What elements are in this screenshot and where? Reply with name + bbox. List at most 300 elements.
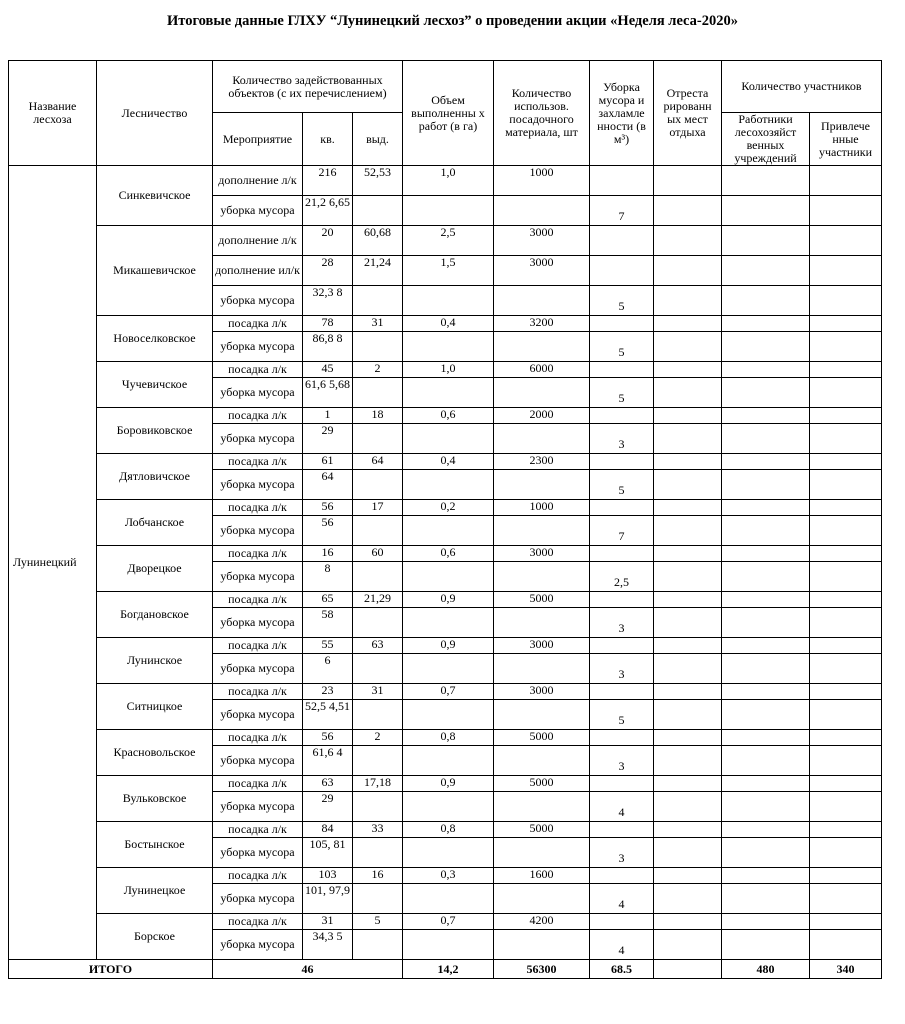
event-cell: уборка мусора — [213, 608, 303, 638]
event-cell: уборка мусора — [213, 930, 303, 960]
event-cell: посадка л/к — [213, 822, 303, 838]
workers-cell — [722, 684, 810, 700]
invited-cell — [810, 730, 882, 746]
table-row — [9, 546, 882, 562]
trash-cell: 5 — [590, 286, 654, 316]
invited-cell — [810, 838, 882, 868]
ha-cell — [403, 654, 494, 684]
rest-cell — [654, 838, 722, 868]
invited-cell — [810, 516, 882, 546]
forestry-name-cell: Микашевичское — [97, 226, 213, 316]
invited-cell — [810, 424, 882, 454]
vyd-cell: 16 — [353, 868, 403, 884]
table-row — [9, 868, 882, 884]
table-row — [9, 166, 882, 196]
kv-cell: 105, 81 — [303, 838, 353, 868]
event-cell: посадка л/к — [213, 408, 303, 424]
material-cell — [494, 930, 590, 960]
trash-cell: 3 — [590, 424, 654, 454]
material-cell — [494, 654, 590, 684]
trash-cell — [590, 166, 654, 196]
rest-cell — [654, 608, 722, 638]
kv-cell: 21,2 6,65 — [303, 196, 353, 226]
ha-cell — [403, 470, 494, 500]
ha-cell — [403, 378, 494, 408]
trash-cell — [590, 454, 654, 470]
vyd-cell: 31 — [353, 684, 403, 700]
rest-cell — [654, 746, 722, 776]
event-cell: уборка мусора — [213, 700, 303, 730]
rest-cell — [654, 408, 722, 424]
workers-cell — [722, 226, 810, 256]
header-invited: Привлече нные участники — [810, 113, 882, 166]
kv-cell: 29 — [303, 792, 353, 822]
workers-cell — [722, 470, 810, 500]
kv-cell: 86,8 8 — [303, 332, 353, 362]
invited-cell — [810, 914, 882, 930]
table-row — [9, 638, 882, 654]
material-cell: 6000 — [494, 362, 590, 378]
kv-cell: 78 — [303, 316, 353, 332]
ha-cell: 1,0 — [403, 166, 494, 196]
trash-cell: 7 — [590, 196, 654, 226]
invited-cell — [810, 638, 882, 654]
invited-cell — [810, 792, 882, 822]
vyd-cell: 21,24 — [353, 256, 403, 286]
kv-cell: 216 — [303, 166, 353, 196]
workers-cell — [722, 792, 810, 822]
document-title: Итоговые данные ГЛХУ “Лунинецкий лесхоз” о проведении акции «Неделя леса-2020» — [166, 13, 738, 29]
ha-cell — [403, 746, 494, 776]
forestry-name-cell: Ситницкое — [97, 684, 213, 730]
invited-cell — [810, 562, 882, 592]
material-cell: 5000 — [494, 592, 590, 608]
rest-cell — [654, 914, 722, 930]
vyd-cell: 31 — [353, 316, 403, 332]
forestry-name-cell: Дворецкое — [97, 546, 213, 592]
material-cell — [494, 286, 590, 316]
event-cell: уборка мусора — [213, 562, 303, 592]
vyd-cell: 60 — [353, 546, 403, 562]
rest-cell — [654, 166, 722, 196]
invited-cell — [810, 286, 882, 316]
trash-cell — [590, 500, 654, 516]
material-cell — [494, 562, 590, 592]
vyd-cell: 63 — [353, 638, 403, 654]
rest-cell — [654, 730, 722, 746]
event-cell: посадка л/к — [213, 362, 303, 378]
trash-cell — [590, 592, 654, 608]
invited-cell — [810, 500, 882, 516]
ha-cell: 0,9 — [403, 638, 494, 654]
ha-cell: 0,3 — [403, 868, 494, 884]
kv-cell: 52,5 4,51 — [303, 700, 353, 730]
ha-cell: 0,7 — [403, 914, 494, 930]
forestry-name-cell: Бостынское — [97, 822, 213, 868]
kv-cell: 56 — [303, 516, 353, 546]
vyd-cell — [353, 608, 403, 638]
rest-cell — [654, 424, 722, 454]
header-material: Количество использов. посадочного материала, шт — [494, 61, 590, 166]
workers-cell — [722, 286, 810, 316]
ha-cell: 0,2 — [403, 500, 494, 516]
vyd-cell — [353, 654, 403, 684]
trash-cell — [590, 362, 654, 378]
total-label: ИТОГО — [9, 960, 213, 979]
header-workers: Работники лесохозяйст венных учреждений — [722, 113, 810, 166]
trash-cell — [590, 730, 654, 746]
table-row — [9, 408, 882, 424]
event-cell: уборка мусора — [213, 884, 303, 914]
rest-cell — [654, 546, 722, 562]
material-cell — [494, 700, 590, 730]
trash-cell — [590, 776, 654, 792]
material-cell — [494, 196, 590, 226]
event-cell: посадка л/к — [213, 500, 303, 516]
kv-cell: 101, 97,9 — [303, 884, 353, 914]
ha-cell — [403, 424, 494, 454]
kv-cell: 56 — [303, 730, 353, 746]
forestry-name-cell: Новоселковское — [97, 316, 213, 362]
invited-cell — [810, 684, 882, 700]
workers-cell — [722, 608, 810, 638]
material-cell — [494, 792, 590, 822]
total-rest — [654, 960, 722, 979]
ha-cell: 1,5 — [403, 256, 494, 286]
material-cell: 5000 — [494, 730, 590, 746]
rest-cell — [654, 470, 722, 500]
workers-cell — [722, 378, 810, 408]
material-cell — [494, 424, 590, 454]
event-cell: уборка мусора — [213, 332, 303, 362]
leskhoz-name-cell: Лунинецкий — [9, 166, 97, 960]
event-cell: посадка л/к — [213, 592, 303, 608]
table-row — [9, 362, 882, 378]
event-cell: посадка л/к — [213, 546, 303, 562]
material-cell: 3200 — [494, 316, 590, 332]
vyd-cell — [353, 562, 403, 592]
ha-cell: 0,6 — [403, 408, 494, 424]
workers-cell — [722, 332, 810, 362]
material-cell: 1000 — [494, 500, 590, 516]
invited-cell — [810, 166, 882, 196]
material-cell — [494, 838, 590, 868]
trash-cell: 3 — [590, 746, 654, 776]
invited-cell — [810, 332, 882, 362]
invited-cell — [810, 196, 882, 226]
rest-cell — [654, 654, 722, 684]
rest-cell — [654, 196, 722, 226]
total-workers: 480 — [722, 960, 810, 979]
trash-cell: 5 — [590, 470, 654, 500]
ha-cell — [403, 930, 494, 960]
workers-cell — [722, 700, 810, 730]
rest-cell — [654, 332, 722, 362]
rest-cell — [654, 592, 722, 608]
event-cell: уборка мусора — [213, 424, 303, 454]
trash-cell — [590, 914, 654, 930]
workers-cell — [722, 166, 810, 196]
workers-cell — [722, 746, 810, 776]
table-row — [9, 454, 882, 470]
material-cell: 2300 — [494, 454, 590, 470]
ha-cell: 0,4 — [403, 454, 494, 470]
rest-cell — [654, 930, 722, 960]
ha-cell — [403, 608, 494, 638]
forestry-name-cell: Боровиковское — [97, 408, 213, 454]
vyd-cell — [353, 332, 403, 362]
ha-cell — [403, 884, 494, 914]
ha-cell — [403, 562, 494, 592]
table-row — [9, 592, 882, 608]
trash-cell — [590, 822, 654, 838]
rest-cell — [654, 868, 722, 884]
kv-cell: 1 — [303, 408, 353, 424]
invited-cell — [810, 654, 882, 684]
invited-cell — [810, 408, 882, 424]
material-cell: 1000 — [494, 166, 590, 196]
invited-cell — [810, 316, 882, 332]
rest-cell — [654, 792, 722, 822]
invited-cell — [810, 378, 882, 408]
event-cell: уборка мусора — [213, 654, 303, 684]
trash-cell: 3 — [590, 608, 654, 638]
kv-cell: 61,6 4 — [303, 746, 353, 776]
vyd-cell — [353, 838, 403, 868]
kv-cell: 31 — [303, 914, 353, 930]
trash-cell: 3 — [590, 654, 654, 684]
material-cell — [494, 378, 590, 408]
event-cell: посадка л/к — [213, 776, 303, 792]
material-cell: 3000 — [494, 684, 590, 700]
event-cell: дополнение ил/к — [213, 256, 303, 286]
material-cell — [494, 516, 590, 546]
rest-cell — [654, 516, 722, 546]
event-cell: уборка мусора — [213, 378, 303, 408]
vyd-cell: 5 — [353, 914, 403, 930]
kv-cell: 61,6 5,68 — [303, 378, 353, 408]
forestry-name-cell: Борское — [97, 914, 213, 960]
forestry-name-cell: Чучевичское — [97, 362, 213, 408]
invited-cell — [810, 868, 882, 884]
kv-cell: 20 — [303, 226, 353, 256]
rest-cell — [654, 286, 722, 316]
material-cell: 3000 — [494, 226, 590, 256]
invited-cell — [810, 746, 882, 776]
vyd-cell: 2 — [353, 730, 403, 746]
rest-cell — [654, 256, 722, 286]
vyd-cell — [353, 884, 403, 914]
material-cell — [494, 470, 590, 500]
event-cell: уборка мусора — [213, 196, 303, 226]
workers-cell — [722, 638, 810, 654]
vyd-cell — [353, 700, 403, 730]
trash-cell — [590, 546, 654, 562]
ha-cell: 2,5 — [403, 226, 494, 256]
total-row — [9, 960, 882, 979]
rest-cell — [654, 638, 722, 654]
ha-cell — [403, 516, 494, 546]
workers-cell — [722, 776, 810, 792]
invited-cell — [810, 776, 882, 792]
kv-cell: 8 — [303, 562, 353, 592]
invited-cell — [810, 362, 882, 378]
invited-cell — [810, 822, 882, 838]
ha-cell — [403, 700, 494, 730]
rest-cell — [654, 378, 722, 408]
material-cell — [494, 884, 590, 914]
workers-cell — [722, 546, 810, 562]
rest-cell — [654, 684, 722, 700]
table-row — [9, 822, 882, 838]
trash-cell — [590, 638, 654, 654]
trash-cell: 7 — [590, 516, 654, 546]
event-cell: уборка мусора — [213, 470, 303, 500]
table-row — [9, 730, 882, 746]
kv-cell: 29 — [303, 424, 353, 454]
kv-cell: 34,3 5 — [303, 930, 353, 960]
invited-cell — [810, 700, 882, 730]
invited-cell — [810, 592, 882, 608]
total-material: 56300 — [494, 960, 590, 979]
workers-cell — [722, 592, 810, 608]
workers-cell — [722, 914, 810, 930]
kv-cell: 6 — [303, 654, 353, 684]
kv-cell: 61 — [303, 454, 353, 470]
rest-cell — [654, 822, 722, 838]
material-cell: 5000 — [494, 776, 590, 792]
ha-cell: 0,7 — [403, 684, 494, 700]
header-meropriyatie: Мероприятие — [213, 113, 303, 166]
rest-cell — [654, 884, 722, 914]
event-cell: посадка л/к — [213, 638, 303, 654]
table-row — [9, 684, 882, 700]
table-row — [9, 226, 882, 256]
kv-cell: 28 — [303, 256, 353, 286]
workers-cell — [722, 562, 810, 592]
forestry-name-cell: Синкевичское — [97, 166, 213, 226]
material-cell: 4200 — [494, 914, 590, 930]
header-participants: Количество участников — [722, 61, 882, 113]
event-cell: уборка мусора — [213, 286, 303, 316]
kv-cell: 23 — [303, 684, 353, 700]
header-leskhoz: Название лесхоза — [9, 61, 97, 166]
workers-cell — [722, 454, 810, 470]
kv-cell: 58 — [303, 608, 353, 638]
vyd-cell: 2 — [353, 362, 403, 378]
material-cell — [494, 332, 590, 362]
workers-cell — [722, 884, 810, 914]
workers-cell — [722, 256, 810, 286]
vyd-cell: 52,53 — [353, 166, 403, 196]
event-cell: посадка л/к — [213, 454, 303, 470]
trash-cell: 4 — [590, 884, 654, 914]
material-cell: 3000 — [494, 546, 590, 562]
trash-cell: 5 — [590, 378, 654, 408]
trash-cell: 4 — [590, 930, 654, 960]
results-table — [8, 60, 882, 979]
forestry-name-cell: Лобчанское — [97, 500, 213, 546]
kv-cell: 56 — [303, 500, 353, 516]
event-cell: дополнение л/к — [213, 166, 303, 196]
event-cell: уборка мусора — [213, 792, 303, 822]
trash-cell — [590, 256, 654, 286]
material-cell: 3000 — [494, 638, 590, 654]
workers-cell — [722, 868, 810, 884]
table-row — [9, 776, 882, 792]
vyd-cell: 60,68 — [353, 226, 403, 256]
header-volume: Объем выполненны х работ (в га) — [403, 61, 494, 166]
material-cell — [494, 746, 590, 776]
kv-cell: 55 — [303, 638, 353, 654]
workers-cell — [722, 730, 810, 746]
trash-cell: 5 — [590, 700, 654, 730]
workers-cell — [722, 930, 810, 960]
forestry-name-cell: Красновольское — [97, 730, 213, 776]
trash-cell — [590, 408, 654, 424]
vyd-cell — [353, 792, 403, 822]
table-row — [9, 500, 882, 516]
workers-cell — [722, 196, 810, 226]
material-cell: 3000 — [494, 256, 590, 286]
ha-cell: 0,6 — [403, 546, 494, 562]
vyd-cell — [353, 470, 403, 500]
ha-cell — [403, 286, 494, 316]
trash-cell — [590, 316, 654, 332]
kv-cell: 65 — [303, 592, 353, 608]
total-ha: 14,2 — [403, 960, 494, 979]
material-cell: 1600 — [494, 868, 590, 884]
event-cell: посадка л/к — [213, 316, 303, 332]
trash-cell: 4 — [590, 792, 654, 822]
invited-cell — [810, 226, 882, 256]
forestry-name-cell: Дятловичское — [97, 454, 213, 500]
workers-cell — [722, 838, 810, 868]
rest-cell — [654, 562, 722, 592]
vyd-cell — [353, 746, 403, 776]
material-cell: 2000 — [494, 408, 590, 424]
vyd-cell: 17,18 — [353, 776, 403, 792]
trash-cell — [590, 684, 654, 700]
workers-cell — [722, 654, 810, 684]
material-cell — [494, 608, 590, 638]
vyd-cell: 18 — [353, 408, 403, 424]
event-cell: посадка л/к — [213, 914, 303, 930]
table-row — [9, 914, 882, 930]
rest-cell — [654, 362, 722, 378]
rest-cell — [654, 700, 722, 730]
event-cell: посадка л/к — [213, 868, 303, 884]
event-cell: дополнение л/к — [213, 226, 303, 256]
forestry-name-cell: Лунинское — [97, 638, 213, 684]
vyd-cell: 17 — [353, 500, 403, 516]
workers-cell — [722, 500, 810, 516]
event-cell: посадка л/к — [213, 684, 303, 700]
rest-cell — [654, 776, 722, 792]
invited-cell — [810, 884, 882, 914]
vyd-cell — [353, 378, 403, 408]
forestry-name-cell: Вульковское — [97, 776, 213, 822]
trash-cell: 5 — [590, 332, 654, 362]
invited-cell — [810, 256, 882, 286]
rest-cell — [654, 316, 722, 332]
kv-cell: 16 — [303, 546, 353, 562]
trash-cell: 2,5 — [590, 562, 654, 592]
rest-cell — [654, 226, 722, 256]
event-cell: посадка л/к — [213, 730, 303, 746]
rest-cell — [654, 500, 722, 516]
vyd-cell: 33 — [353, 822, 403, 838]
